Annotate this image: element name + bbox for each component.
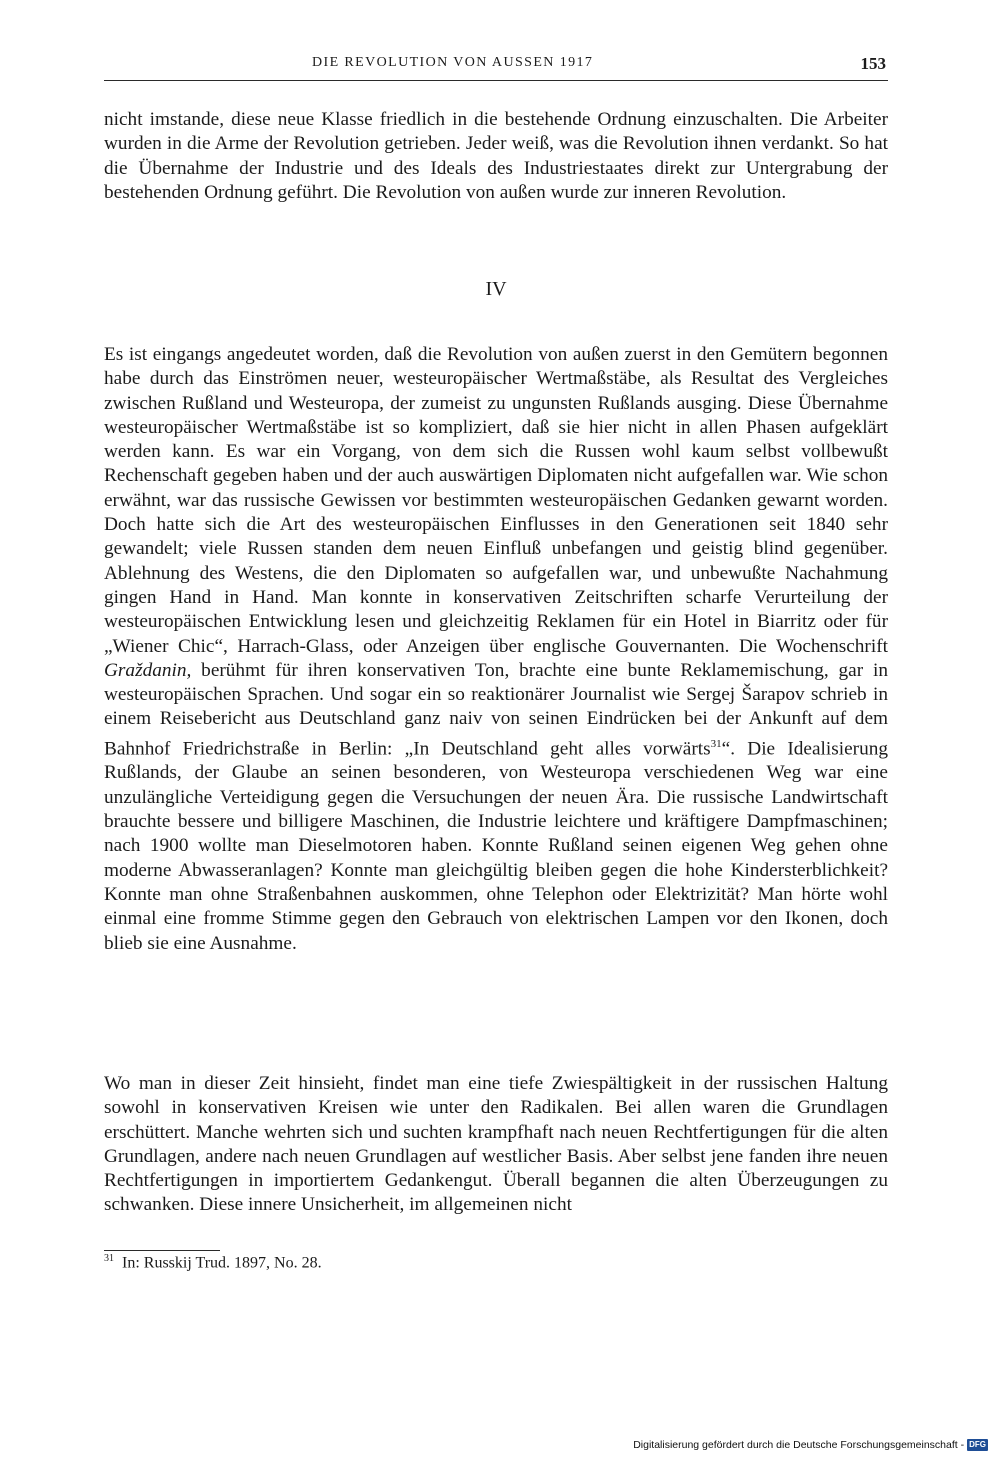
digitization-credit bbox=[633, 1439, 988, 1451]
paragraph-main-text-3: “. Die Idealisierung Rußlands, der Glaube an seinen besonderen, von Westeuropa verschiedenen Weg war eine unzulängliche Verteidigung gegen die Versuchungen der neuen Ära. Die russische Landwirtschaft brauchte bessere und billigere Maschinen, die Industrie leichtere und kräftigere Dampfmaschinen; nach 1900 wollte man Dieselmotoren haben. Konnte Rußland seinen eigenen Weg gehen ohne moderne Abwasseranlagen? Konnte man gleichgültig bleiben gegen die hohe Kindersterblichkeit? Konnte man ohne Straßenbahnen auskommen, ohne Telephon oder Elektrizität? Man hörte wohl einmal eine fromme Stimme gegen den Gebrauch von elektrischen Lampen vor den Ikonen, doch blieb sie eine Ausnahme. bbox=[104, 738, 889, 954]
journal-title-italic: Graždanin, bbox=[104, 659, 192, 681]
header-rule bbox=[104, 80, 888, 81]
section-number: IV bbox=[485, 278, 507, 300]
paragraph-main-text-1: Es ist eingangs angedeutet worden, daß die Revolution von außen zuerst in den Gemütern begonnen habe durch das Einströmen neuer, westeuropäischer Wertmaßstäbe, als Resultat des Vergleiches zwischen Rußland und Westeuropa, der zumeist zu ungunsten Rußlands ausging. Diese Übernahme westeuropäischer Wertmaßstäbe ist so kompliziert, daß sie hier nicht in allen Phasen aufgeklärt werden kann. Es war ein Vorgang, von dem sich die Russen wohl kaum selbst vollbewußt Rechenschaft gegeben haben und der auch auswärtigen Diplomaten nicht aufgefallen war. Wie schon erwähnt, war das russische Gewissen vor bestimmten westeuropäischen Gedanken gewarnt worden. Doch hatte sich die Art des westeuropäischen Einflusses in den Generationen seit 1840 sehr gewandelt; viele Russen standen dem neuen Einfluß unbefangen und geistig blind gegenüber. Ablehnung des Westens, die den Diplomaten so aufgefallen war, und unbewußte Nachahmung gingen Hand in Hand. Man konnte in konservativen Zeitschriften scharfe Verurteilung der westeuropäischen Entwicklung lesen und gleichzeitig Reklamen für ein Hotel in Biarritz oder für „Wiener Chic“, Harrach-Glass, oder Anzeigen über englische Gouvernanten. Die Wochenschrift bbox=[104, 344, 888, 657]
running-title: DIE REVOLUTION VON AUSSEN 1917 bbox=[312, 55, 594, 70]
footnote-number: 31 bbox=[104, 1253, 114, 1264]
footnote-text: In: Russkij Trud. 1897, No. 28. bbox=[122, 1254, 322, 1272]
dfg-logo-icon: DFG bbox=[969, 1440, 986, 1449]
footnote bbox=[104, 1253, 322, 1272]
paragraph-closing: Wo man in dieser Zeit hinsieht, findet man eine tiefe Zwiespältigkeit in der russischen Haltung sowohl in konservativen Kreisen wie unter den Radikalen. Bei allen waren die Grundlagen erschüttert. Manche wehrten sich und suchten krampfhaft nach neuen Rechtfertigungen für die alten Grundlagen, andere nach neuen Grundlagen auf westlicher Basis. Aber selbst jene fanden ihre neuen Rechtfertigungen in importiertem Gedankengut. Überall begannen die alten Überzeugungen zu schwanken. Diese innere Unsicherheit, im allgemeinen nicht bbox=[104, 1073, 888, 1216]
running-header bbox=[104, 55, 888, 81]
credit-text: Digitalisierung gefördert durch die Deutsche Forschungsgemeinschaft - bbox=[633, 1439, 965, 1451]
paragraph-main bbox=[104, 343, 888, 956]
paragraph-main-text-2: berühmt für ihren konservativen Ton, brachte eine bunte Reklamemischung, gar in westeuropäischen Sprachen. Und sogar ein so reaktionärer Journalist wie Sergej Šarapov schrieb in einem Reisebericht aus Deutschland ganz naiv von seinen Eindrücken bei der Ankunft auf dem Bahnhof Friedrichstraße in Berlin: „In Deutschland geht alles vorwärts bbox=[104, 659, 888, 760]
paragraph-continuation: nicht imstande, diese neue Klasse friedlich in die bestehende Ordnung einzuschalten. Die Arbeiter wurden in die Arme der Revolution getrieben. Jeder weiß, was die Revolution ihnen verdankt. So hat die Übernahme der Industrie und des Ideals des Industriestaates direkt zur Untergrabung der bestehenden Ordnung geführt. Die Revolution von außen wurde zur inneren Revolution. bbox=[104, 109, 888, 203]
footnote-rule bbox=[104, 1250, 220, 1251]
page-number: 153 bbox=[860, 54, 886, 73]
footnote-reference: 31 bbox=[710, 737, 722, 750]
